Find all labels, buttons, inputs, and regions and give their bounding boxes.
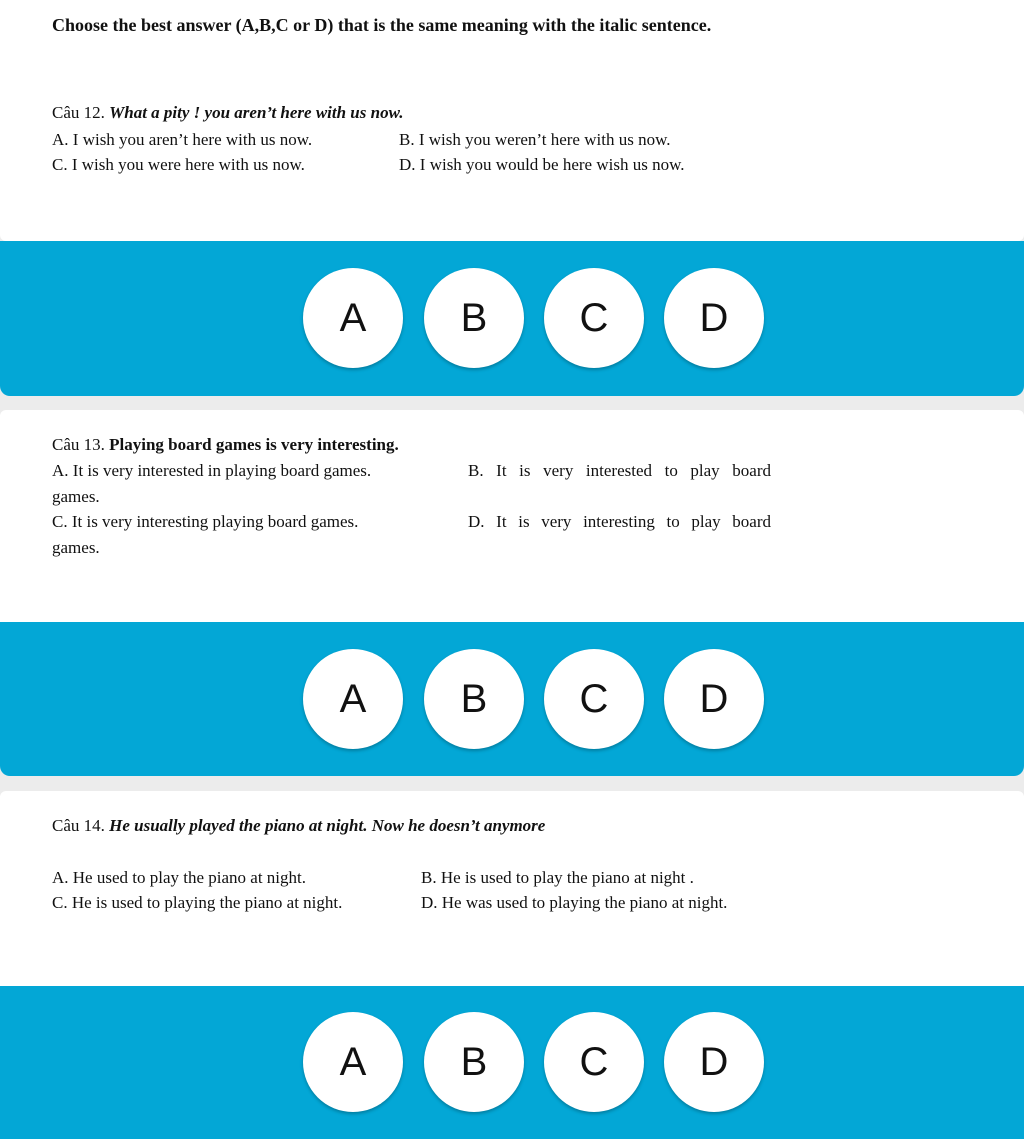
question-14-line [52,816,545,836]
question-card-12 [0,0,1024,241]
instruction-text: Choose the best answer (A,B,C or D) that is the same meaning with the italic sentence. [52,15,712,35]
answer-13-c-button[interactable]: C [544,649,644,749]
answer-12-c-button[interactable]: C [544,268,644,368]
question-12-line [52,103,404,123]
answer-14-b-button[interactable]: B [424,1012,524,1112]
answer-14-d-button[interactable]: D [664,1012,764,1112]
question-13-option-c: C. It is very interesting playing board games. [52,512,359,531]
answer-13-d-button[interactable]: D [664,649,764,749]
answer-12-b-button[interactable]: B [424,268,524,368]
question-14-prompt: He usually played the piano at night. Now he doesn’t anymore [109,816,546,835]
question-14-option-d: D. He was used to playing the piano at night. [421,893,728,912]
question-13-option-d-wrap: games. [52,538,100,557]
answer-12-a-button[interactable]: A [303,268,403,368]
question-12-option-a: A. I wish you aren’t here with us now. [52,130,313,149]
question-14-option-a: A. He used to play the piano at night. [52,868,307,887]
question-14-option-c: C. He is used to playing the piano at night. [52,893,343,912]
answer-bar-14 [0,986,1024,1139]
question-12-number: Câu 12. [52,103,105,122]
question-13-option-b: B. It is very interested to play board [468,461,771,480]
question-card-14 [0,791,1024,986]
answer-13-b-button[interactable]: B [424,649,524,749]
question-12-prompt: What a pity ! you aren’t here with us now. [109,103,404,122]
answer-bar-13 [0,622,1024,776]
question-12-option-d: D. I wish you would be here wish us now. [399,155,685,174]
answer-14-c-button[interactable]: C [544,1012,644,1112]
question-12-option-c: C. I wish you were here with us now. [52,155,305,174]
answer-14-a-button[interactable]: A [303,1012,403,1112]
answer-13-a-button[interactable]: A [303,649,403,749]
question-12-option-b: B. I wish you weren’t here with us now. [399,130,671,149]
question-13-line [52,435,399,455]
question-13-number: Câu 13. [52,435,105,454]
question-14-option-b: B. He is used to play the piano at night . [421,868,694,887]
question-13-option-d: D. It is very interesting to play board [468,512,771,531]
question-14-number: Câu 14. [52,816,105,835]
question-13-option-b-wrap: games. [52,487,100,506]
question-13-option-a: A. It is very interested in playing board games. [52,461,372,480]
question-card-13 [0,410,1024,622]
answer-bar-12 [0,241,1024,396]
question-13-prompt: Playing board games is very interesting. [109,435,399,454]
answer-12-d-button[interactable]: D [664,268,764,368]
